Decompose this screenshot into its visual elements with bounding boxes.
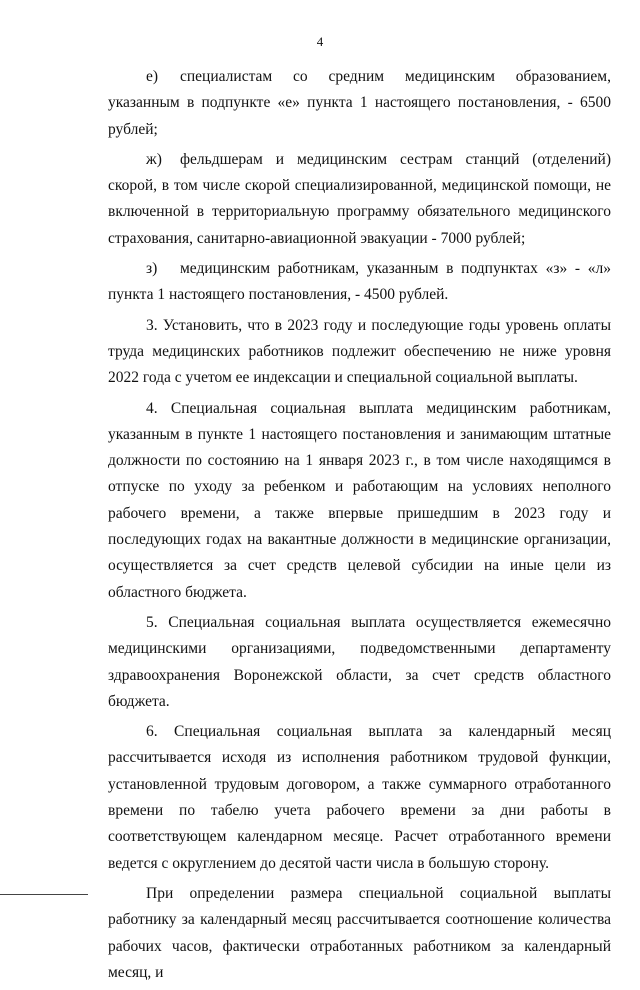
document-body: [108, 64, 611, 990]
list-marker: з): [146, 260, 158, 278]
paragraph-3: 3. Установить, что в 2023 году и последующие годы уровень оплаты труда медицинских работников подлежит обеспечению не ниже уровня 2022 года с учетом ее индексации и специальной социальной выплаты.: [108, 316, 611, 387]
list-item-z: [108, 256, 611, 309]
page-number: 4: [316, 34, 324, 49]
list-marker: ж): [146, 150, 162, 168]
list-item-text: специалистам со средним медицинским образованием, указанным в подпункте «е» пункта 1 настоящего постановления, - 6500 рублей;: [108, 68, 611, 138]
paragraph-5: 5. Специальная социальная выплата осуществляется ежемесячно медицинскими организациями, подведомственными департаменту здравоохранения Воронежской области, за счет средств областного бюджета.: [108, 613, 611, 710]
paragraph-6: 6. Специальная социальная выплата за календарный месяц рассчитывается исходя из исполнения работником трудовой функции, установленной трудовым договором, а также суммарного отработанного времени по табелю учета рабочего времени за дни работы в соответствующем календарном месяце. Расчет отработанного времени ведется с округлением до десятой части числа в большую сторону.: [108, 723, 611, 872]
list-item-text: медицинским работникам, указанным в подпунктах «з» - «л» пункта 1 настоящего постановления, - 4500 рублей.: [108, 260, 611, 304]
list-item-e: [108, 64, 611, 143]
paragraph-6-continued: При определении размера специальной социальной выплаты работнику за календарный месяц рассчитывается соотношение количества рабочих часов, фактически отработанных работником за календарный месяц, и: [108, 884, 611, 981]
footer-rule: [0, 894, 88, 895]
list-item-text: фельдшерам и медицинским сестрам станций (отделений) скорой, в том числе скорой специализированной, медицинской помощи, не включенной в территориальную программу обязательного медицинского страхования, санитарно-авиационной эвакуации - 7000 рублей;: [108, 150, 611, 247]
paragraph-4: 4. Специальная социальная выплата медицинским работникам, указанным в пункте 1 настоящего постановления и занимающим штатные должности по состоянию на 1 января 2023 г., в том числе находящимся в отпуске по уходу за ребенком и работающим на условиях неполного рабочего времени, а также впервые пришедшим в 2023 году и последующих годах на вакантные должности в медицинские организации, осуществляется за счет средств целевой субсидии на иные цели из областного бюджета.: [108, 399, 611, 601]
list-item-zh: [108, 147, 611, 252]
list-marker: е): [146, 68, 159, 85]
